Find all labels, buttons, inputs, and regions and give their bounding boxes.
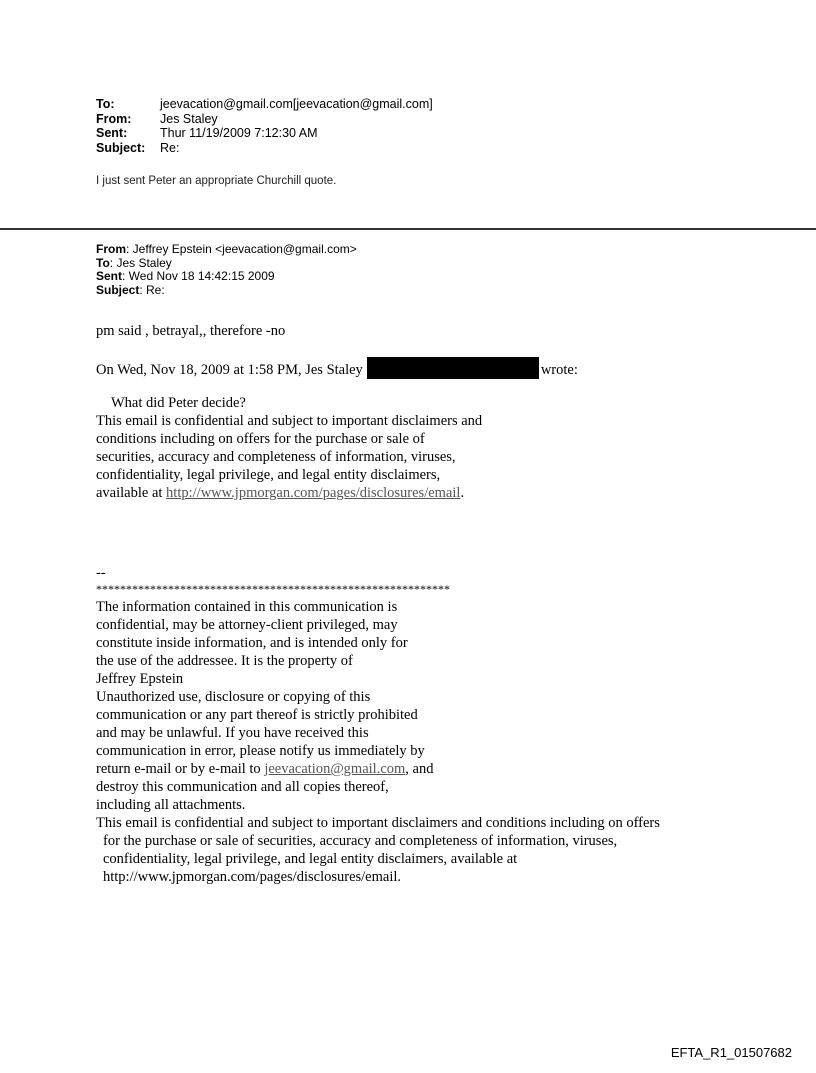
final-disclaimer-line: for the purchase or sale of securities, accuracy and completeness of information, viruses, — [103, 833, 618, 849]
signature-line: The information contained in this communication is — [96, 599, 398, 615]
email-link[interactable]: jeevacation@gmail.com — [264, 761, 406, 777]
signature-block — [96, 598, 660, 886]
signature-line: the use of the addressee. It is the property of — [96, 653, 353, 669]
subject-row — [96, 141, 433, 156]
final-disclaimer-line: confidentiality, legal privilege, and legal entity disclaimers, available at — [103, 851, 518, 867]
from-row — [96, 112, 433, 127]
signature-line: communication in error, please notify us immediately by — [96, 743, 425, 759]
signature-line — [96, 760, 660, 778]
quoted-from-row — [96, 243, 357, 257]
quoted-from-label: From — [96, 242, 126, 256]
subject-value: Re: — [160, 140, 180, 155]
final-disclaimer-line: http://www.jpmorgan.com/pages/disclosures/email. — [103, 869, 402, 885]
disclaimer-line: This email is confidential and subject to important disclaimers and — [96, 413, 483, 429]
quoted-sent-row — [96, 270, 357, 284]
period: . — [460, 485, 465, 501]
to-label: To: — [96, 97, 115, 111]
quoted-to-row — [96, 257, 357, 271]
email-header — [96, 97, 433, 155]
signature-line: Unauthorized use, disclosure or copying of this — [96, 689, 371, 705]
disclaimer-line: confidentiality, legal privilege, and legal entity disclaimers, — [96, 467, 441, 483]
signature-separator — [96, 564, 450, 596]
disclaimer-line: conditions including on offers for the purchase or sale of — [96, 431, 425, 447]
redaction-box — [367, 357, 539, 379]
quoted-sent-value: : Wed Nov 18 14:42:15 2009 — [122, 269, 275, 283]
final-disclaimer-line: This email is confidential and subject to important disclaimers and conditions including on offers — [96, 815, 660, 831]
signature-dashes: -- — [96, 565, 106, 581]
signature-stars: *********************************************************** — [96, 582, 450, 596]
return-suffix: , and — [405, 761, 434, 777]
sent-label: Sent: — [96, 126, 128, 140]
signature-line: constitute inside information, and is intended only for — [96, 635, 408, 651]
document-id: EFTA_R1_01507682 — [670, 1045, 792, 1060]
attribution-suffix: wrote: — [540, 362, 578, 378]
signature-line: confidential, may be attorney-client privileged, may — [96, 617, 398, 633]
jpmorgan-disclosure-link[interactable]: http://www.jpmorgan.com/pages/disclosures/email — [166, 485, 461, 501]
from-value: Jes Staley — [160, 111, 218, 126]
return-prefix: return e-mail or by e-mail to — [96, 761, 261, 777]
question-text: What did Peter decide? — [111, 395, 246, 411]
quoted-to-label: To — [96, 255, 110, 270]
signature-line: Jeffrey Epstein — [96, 671, 184, 687]
first-message-body: I just sent Peter an appropriate Churchill quote. — [96, 175, 337, 187]
quoted-header — [96, 243, 357, 297]
attribution-prefix: On Wed, Nov 18, 2009 at 1:58 PM, Jes Staley — [96, 362, 363, 378]
subject-label: Subject: — [96, 140, 146, 155]
disclaimer-line — [96, 484, 482, 502]
quoted-subject-value: : Re: — [139, 282, 165, 297]
signature-line: communication or any part thereof is strictly prohibited — [96, 707, 418, 723]
from-label: From: — [96, 111, 132, 126]
available-text: available at — [96, 485, 163, 501]
signature-line: and may be unlawful. If you have received this — [96, 725, 369, 741]
divider — [0, 228, 816, 230]
sent-row — [96, 126, 433, 141]
attribution-line — [96, 357, 578, 379]
to-row — [96, 97, 433, 112]
quoted-from-value: : Jeffrey Epstein <jeevacation@gmail.com> — [126, 242, 357, 256]
quoted-to-value: : Jes Staley — [109, 255, 172, 270]
quoted-subject-label: Subject — [96, 282, 140, 297]
to-value: jeevacation@gmail.com[jeevacation@gmail.com] — [160, 97, 433, 111]
sent-value: Thur 11/19/2009 7:12:30 AM — [160, 126, 318, 140]
reply-text: pm said , betrayal,, therefore -no — [96, 323, 286, 339]
disclaimer-line: securities, accuracy and completeness of information, viruses, — [96, 449, 456, 465]
signature-line: including all attachments. — [96, 797, 246, 813]
quoted-subject-row — [96, 284, 357, 298]
quoted-block — [96, 394, 482, 502]
quoted-sent-label: Sent — [96, 269, 123, 283]
signature-line: destroy this communication and all copies thereof, — [96, 779, 389, 795]
